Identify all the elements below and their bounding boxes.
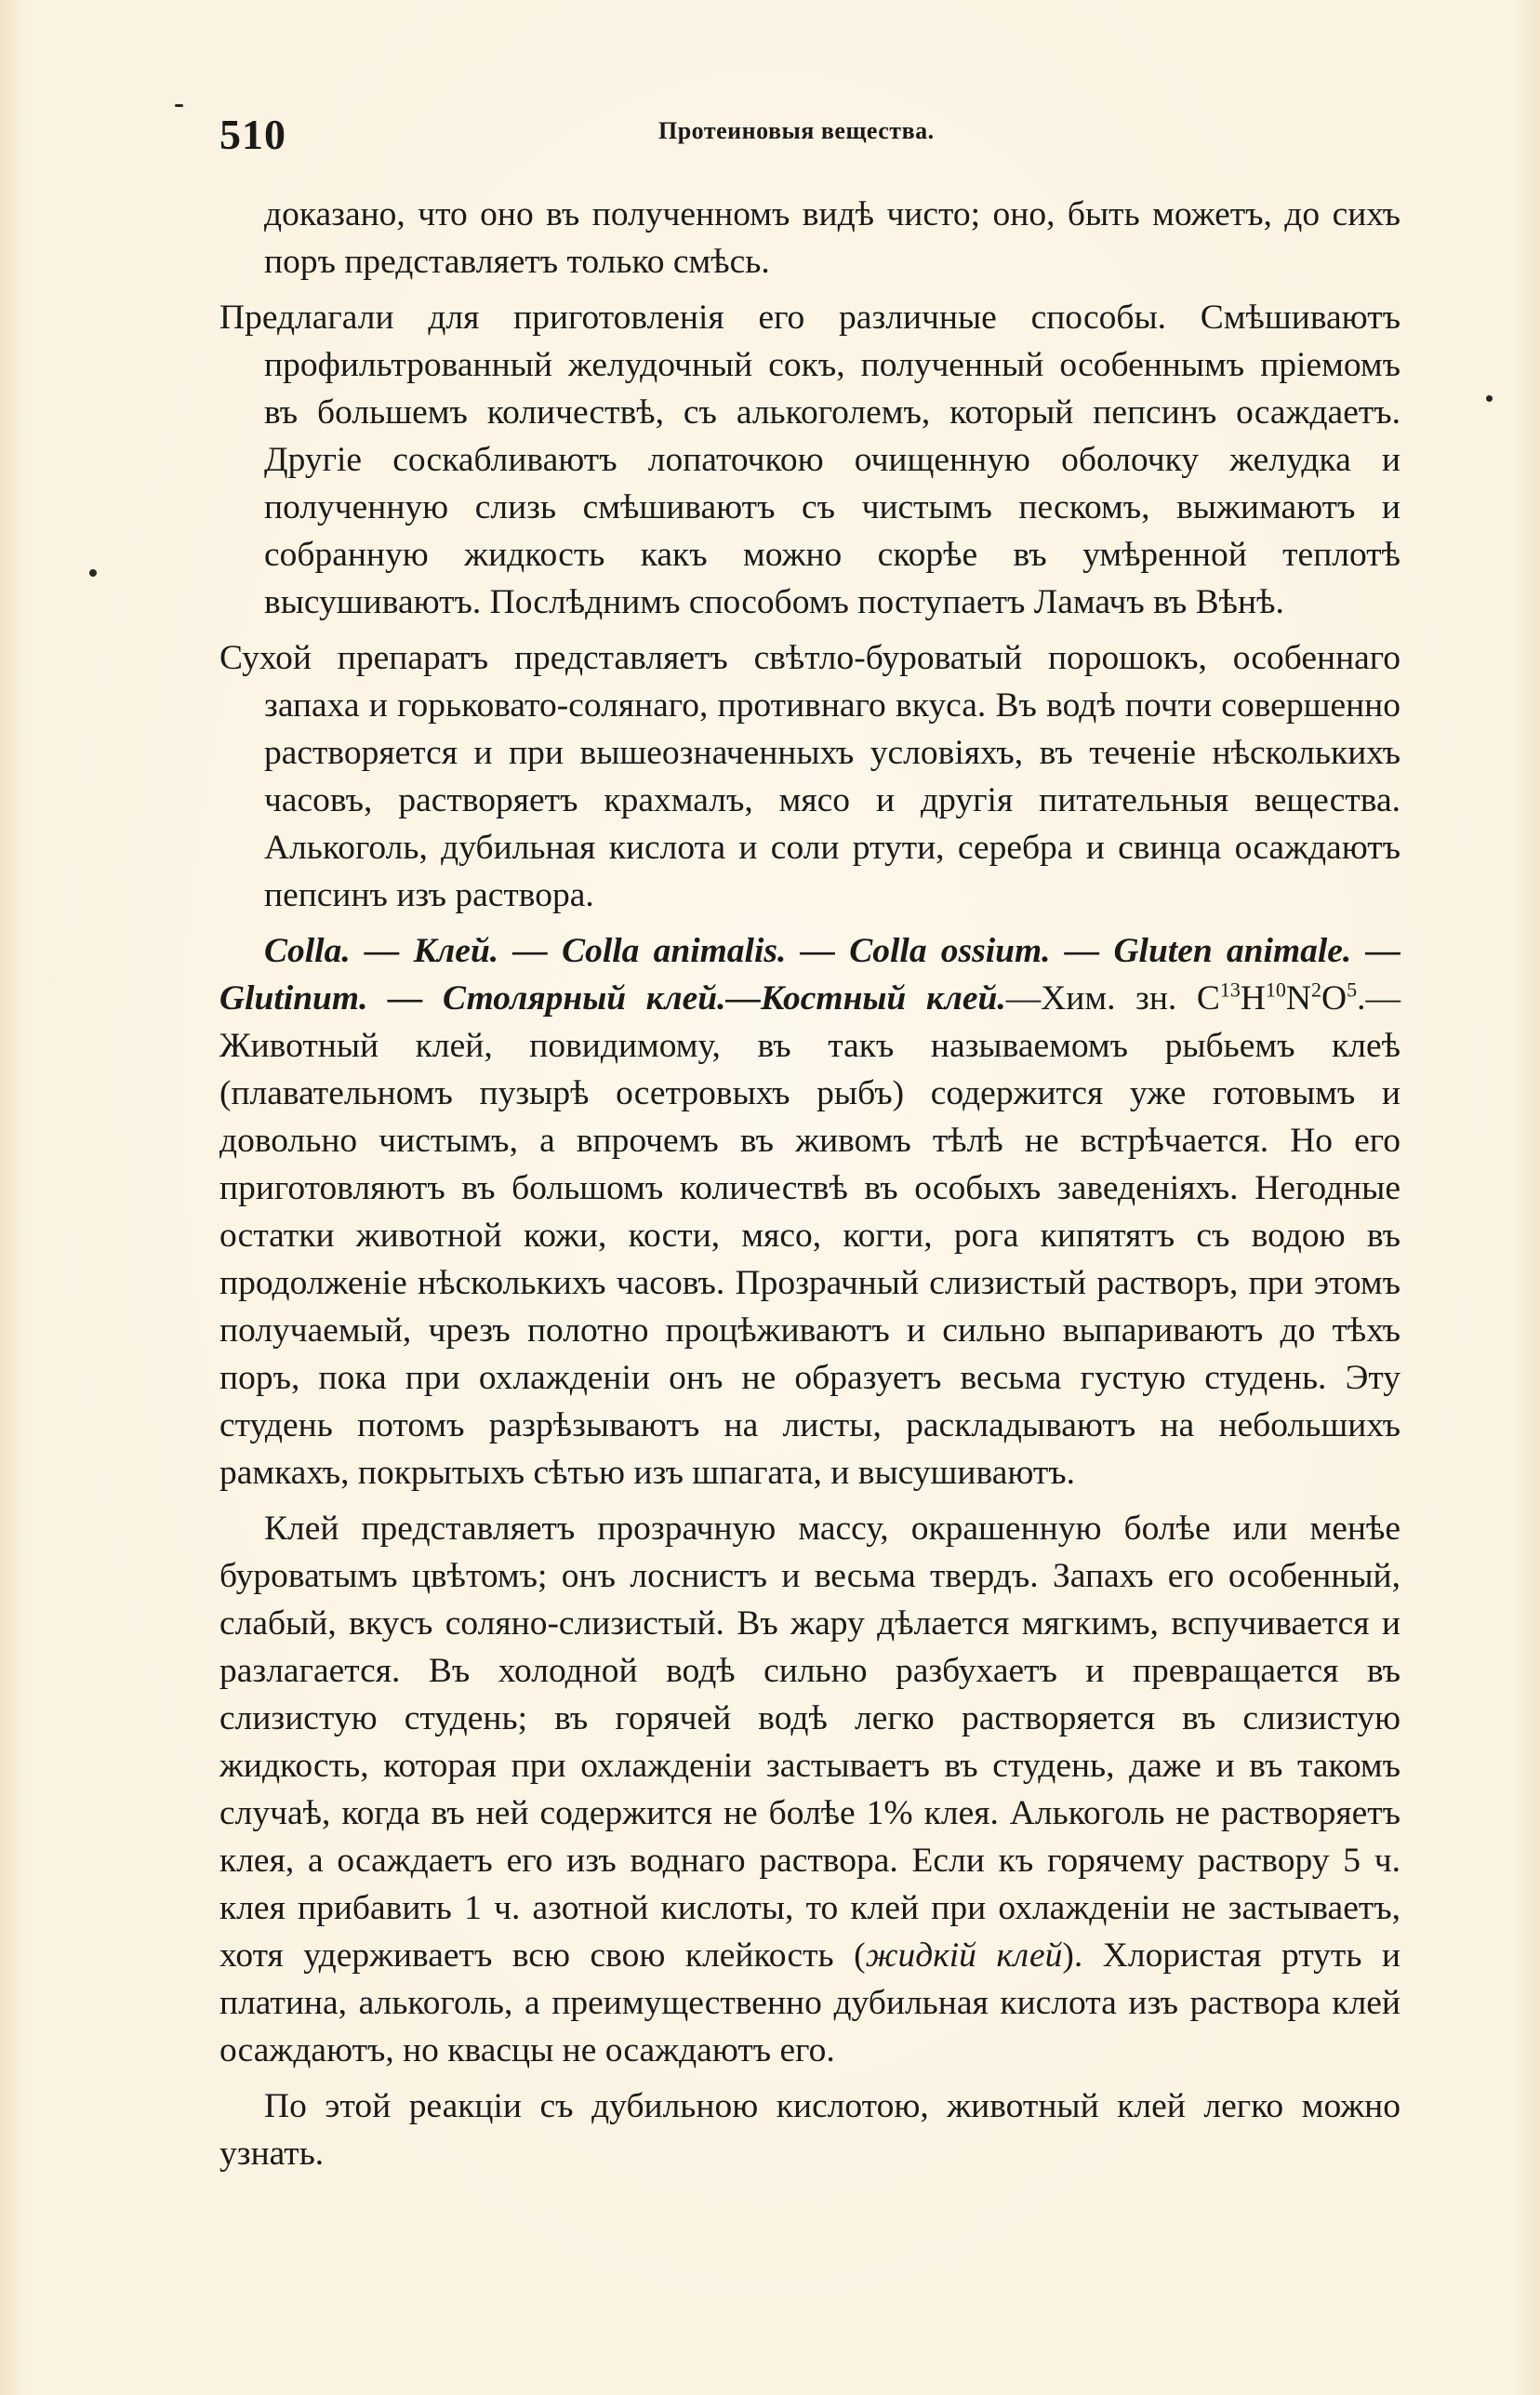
- page-body: [219, 191, 1401, 2186]
- print-speck: [1486, 395, 1493, 402]
- chemical-formula: —Хим. зн. $C^{13}H^{10}N^2O^5$: [1005, 978, 1358, 1018]
- paragraph-colla-entry: [219, 927, 1401, 1497]
- liquid-glue-term: жидкій клей: [865, 1936, 1063, 1975]
- running-title: Протеиновыя вещества.: [658, 117, 935, 144]
- paragraph-glue-properties: Клей представляетъ прозрачную массу, окрашенную болѣе или менѣе буроватымъ цвѣтомъ; онъ лоснистъ и весьма твердъ. Запахъ его особенный, слабый, вкусъ соляно-слизистый. Въ жару дѣлается мягкимъ, вспучивается и разлагается. Въ холодной водѣ сильно разбухаетъ и превращается въ слизистую студень; въ горячей водѣ легко растворяется въ слизистую жидкость, которая при охлажденіи застываетъ въ студень, даже и въ такомъ случаѣ, когда въ ней содержится не болѣе 1% клея. Алькоголь не растворяетъ клея, а осаждаетъ его изъ воднаго раствора. Если къ горячему раствору 5 ч. клея прибавить 1 ч. азотной кислоты, то клей при охлажденіи не застываетъ, хотя удерживаетъ всю свою клейкость (жидкій клей). Хлористая ртуть и платина, алькоголь, а преимущественно дубильная кислота изъ раствора клей осаждаютъ, но квасцы не осаждаютъ его.: [219, 1510, 1401, 2069]
- colla-synonyms: Colla. — Клей. — Colla animalis. — Colla ossium. — Gluten animale. — Glutinum. — Столярный клей.—Костный клей.: [219, 932, 1401, 1018]
- paragraph-pepsin-preparation: Предлагали для приготовленія его различные способы. Смѣшиваютъ профильтрованный желудочный сокъ, полученный особеннымъ пріемомъ въ большемъ количествѣ, съ алькоголемъ, который пепсинъ осаждаетъ. Другіе соскабливаютъ лопаточкою очищенную оболочку желудка и полученную слизь смѣшиваютъ съ чистымъ пескомъ, выжимаютъ и собранную жидкость какъ можно скорѣе въ умѣренной теплотѣ высушиваютъ. Послѣднимъ способомъ поступаетъ Ламачъ въ Вѣнѣ.: [219, 299, 1401, 621]
- colla-description: .—Животный клей, повидимому, въ такъ называемомъ рыбьемъ клеѣ (плавательномъ пузырѣ осетровыхъ рыбъ) содержится уже готовымъ и довольно чистымъ, а впрочемъ въ живомъ тѣлѣ не встрѣчается. Но его приготовляютъ въ большомъ количествѣ въ особыхъ заведеніяхъ. Негодные остатки животной кожи, кости, мясо, когти, рога кипятятъ съ водою въ продолженіе нѣсколькихъ часовъ. Прозрачный слизистый растворъ, при этомъ получаемый, чрезъ полотно процѣживаютъ и сильно выпариваютъ до тѣхъ поръ, пока при охлажденіи онъ не образуетъ весьма густую студень. Эту студень потомъ разрѣзываютъ на листы, раскладываютъ на небольшихъ рамкахъ, покрытыхъ сѣтью изъ шпагата, и высушиваютъ.: [219, 979, 1401, 1492]
- print-speck: [175, 104, 183, 107]
- paragraph-continuation: доказано, что оно въ полученномъ видѣ чисто; оно, быть можетъ, до сихъ поръ представляетъ только смѣсь.: [264, 195, 1401, 281]
- print-speck: [89, 569, 97, 577]
- paragraph-glue-detection: По этой реакціи съ дубильною кислотою, животный клей легко можно узнать.: [219, 2087, 1401, 2173]
- page-number: 510: [219, 111, 286, 158]
- paragraph-pepsin-properties: Сухой препаратъ представляетъ свѣтло-буроватый порошокъ, особеннаго запаха и горьковато-солянаго, противнаго вкуса. Въ водѣ почти совершенно растворяется и при вышеозначенныхъ условіяхъ, въ теченіе нѣсколькихъ часовъ, растворяетъ крахмалъ, мясо и другія питательныя вещества. Алькоголь, дубильная кислота и соли ртути, серебра и свинца осаждаютъ пепсинъ изъ раствора.: [219, 639, 1401, 914]
